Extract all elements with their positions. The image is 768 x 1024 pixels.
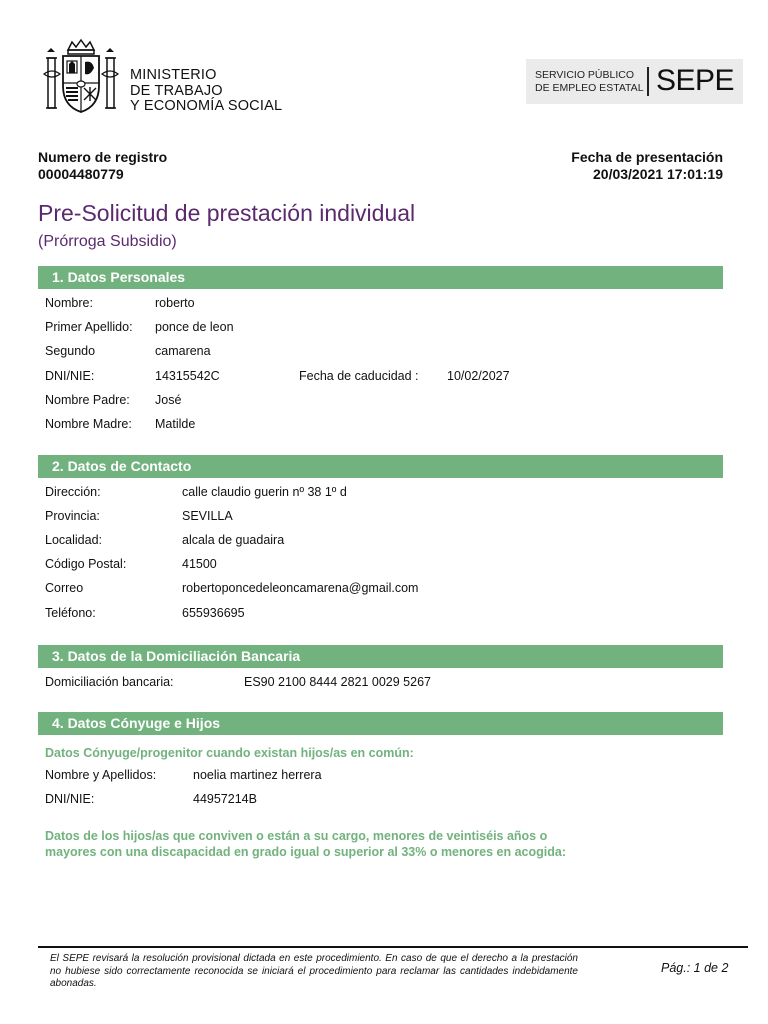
page-title: Pre-Solicitud de prestación individual: [38, 200, 416, 226]
page-number: Pág.: 1 de 2: [661, 961, 729, 975]
field-label: Segundo: [45, 344, 96, 358]
field-value-primer-apellido: ponce de leon: [155, 320, 234, 334]
field-label: Teléfono:: [45, 606, 96, 620]
field-label: Código Postal:: [45, 557, 127, 571]
sepe-line-2: DE EMPLEO ESTATAL: [535, 82, 644, 94]
field-label: Correo: [45, 581, 84, 595]
field-value-dni: 14315542C: [155, 369, 220, 383]
field-value-direccion: calle claudio guerin nº 38 1º d: [182, 485, 347, 499]
field-value-provincia: SEVILLA: [182, 509, 233, 523]
section-contact-data-header: [38, 455, 723, 478]
field-label: Dirección:: [45, 485, 101, 499]
field-value-segundo-apellido: camarena: [155, 344, 211, 358]
field-value-localidad: alcala de guadaira: [182, 533, 285, 547]
section-spouse-children-header: [38, 712, 723, 735]
submission-date-label: Fecha de presentación: [571, 149, 723, 165]
page-subtitle: (Prórroga Subsidio): [38, 233, 177, 250]
sepe-divider: [647, 67, 649, 96]
field-value-nombre: roberto: [155, 296, 195, 310]
field-label: Nombre y Apellidos:: [45, 768, 157, 782]
field-value-conyuge-dni: 44957214B: [193, 792, 257, 806]
ministry-line-3: Y ECONOMÍA SOCIAL: [130, 98, 283, 114]
section-bank-data-header: [38, 645, 723, 668]
footer-divider: [38, 946, 748, 948]
field-value-madre: Matilde: [155, 417, 196, 431]
section-title: 4. Datos Cónyuge e Hijos: [52, 715, 221, 731]
field-label: Provincia:: [45, 509, 100, 523]
registration-label: Numero de registro: [38, 149, 168, 165]
submission-date-block: [571, 149, 723, 183]
field-value-iban: ES90 2100 8444 2821 0029 5267: [244, 675, 431, 689]
field-label: Nombre:: [45, 296, 93, 310]
field-label: Primer Apellido:: [45, 320, 133, 334]
sepe-full-name: [535, 69, 644, 95]
section-title: 2. Datos de Contacto: [52, 458, 192, 474]
field-label: DNI/NIE:: [45, 369, 95, 383]
spain-coat-of-arms-icon: [42, 38, 120, 116]
sepe-logo: [526, 59, 743, 104]
field-value-caducidad: 10/02/2027: [447, 369, 510, 383]
field-value-telefono: 655936695: [182, 606, 245, 620]
registration-number: 00004480779: [38, 166, 124, 182]
field-label: DNI/NIE:: [45, 792, 95, 806]
field-label: Nombre Madre:: [45, 417, 132, 431]
submission-date-value: 20/03/2021 17:01:19: [593, 166, 723, 182]
registration-block: [38, 149, 167, 183]
field-value-conyuge-nombre: noelia martinez herrera: [193, 768, 322, 782]
field-value-correo: robertoponcedeleoncamarena@gmail.com: [182, 581, 419, 595]
field-value-padre: José: [155, 393, 182, 407]
field-value-codigo-postal: 41500: [182, 557, 217, 571]
section-personal-data-header: [38, 266, 723, 289]
field-label: Localidad:: [45, 533, 102, 547]
sepe-acronym: SEPE: [656, 64, 735, 97]
field-label: Nombre Padre:: [45, 393, 130, 407]
ministry-line-2: DE TRABAJO: [130, 82, 223, 99]
children-subheading-line-1: Datos de los hijos/as que conviven o están a su cargo, menores de veintiséis años o: [45, 829, 548, 843]
field-label: Domiciliación bancaria:: [45, 675, 174, 689]
field-label: Fecha de caducidad :: [299, 369, 419, 383]
sepe-line-1: SERVICIO PÚBLICO: [535, 69, 635, 81]
footer-disclaimer: El SEPE revisará la resolución provisional dictada en este procedimiento. En caso de que el derecho a la prestación no hubiese sido correctamente reconocida se iniciará el procedimiento para reclamar las cantidades indebidamente abonadas.: [50, 953, 578, 989]
ministry-line-1: MINISTERIO: [130, 67, 217, 83]
ministry-name: [130, 68, 282, 115]
spouse-subheading: Datos Cónyuge/progenitor cuando existan hijos/as en común:: [45, 746, 414, 760]
children-subheading-line-2: mayores con una discapacidad en grado igual o superior al 33% o menores en acogida:: [45, 845, 566, 859]
section-title: 1. Datos Personales: [52, 269, 186, 285]
section-title: 3. Datos de la Domiciliación Bancaria: [52, 648, 301, 664]
